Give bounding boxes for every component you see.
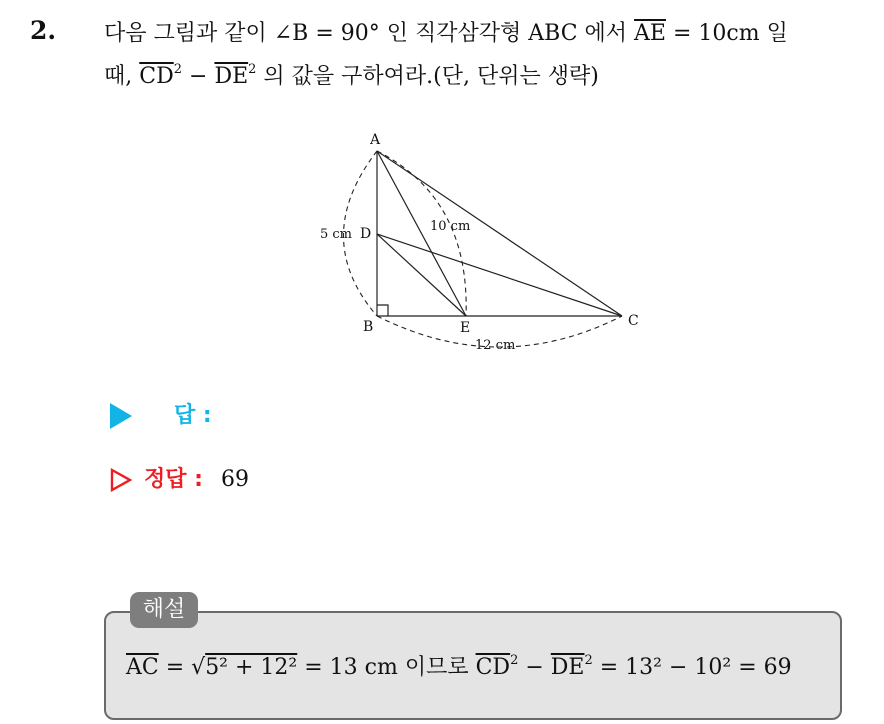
segment-ae: $\overline{AE}$	[634, 21, 666, 46]
right-angle-mark	[377, 305, 388, 316]
exponent: 2	[248, 62, 257, 77]
segment-ac: $\overline{AC}$	[126, 655, 159, 680]
question-line2-end: 의 값을 구하여라.(단, 단위는 생략)	[256, 64, 599, 89]
question-text	[104, 16, 864, 95]
answer-label: 답 :	[174, 403, 212, 428]
segment-cd: $\overline{CD}$	[475, 655, 511, 680]
play-arrow-icon	[110, 403, 132, 429]
explanation-text	[126, 650, 792, 681]
length-ae: 10 cm	[430, 219, 471, 234]
length-bc: 12 cm	[475, 338, 516, 353]
label-a: A	[370, 132, 381, 148]
explanation-middle: = 13 cm 이므로	[297, 655, 476, 680]
label-c: C	[628, 313, 639, 329]
minus-sign: −	[518, 655, 551, 680]
correct-answer-label: 정답 :	[144, 467, 203, 492]
exponent: 2	[510, 653, 519, 668]
segment-de: $\overline{DE}$	[214, 64, 249, 89]
question-line-1	[104, 16, 864, 52]
label-b: B	[363, 319, 374, 335]
segment-cd: $\overline{CD}$	[139, 64, 174, 89]
explanation-tab: 해설	[130, 592, 198, 628]
answer-row	[110, 398, 212, 429]
exponent: 2	[173, 62, 183, 77]
label-e: E	[460, 320, 471, 336]
segment-de: $\overline{DE}$	[550, 655, 585, 680]
label-d: D	[360, 226, 372, 242]
length-bd: 5 cm	[320, 227, 353, 242]
question-line1-end: = 10cm 일	[666, 21, 788, 46]
correct-answer-value: 69	[220, 467, 249, 492]
exponent: 2	[584, 653, 593, 668]
equals: =	[158, 655, 192, 680]
explanation-tail: = 13² − 10² = 69	[592, 655, 792, 680]
question-line1-start: 다음 그림과 같이 ∠B = 90° 인 직각삼각형 ABC 에서	[104, 21, 635, 46]
triangle-figure	[300, 128, 680, 358]
question-number: 2.	[30, 16, 57, 45]
segment-ac	[377, 151, 622, 316]
minus-sign: −	[182, 64, 215, 89]
correct-answer-row	[110, 462, 249, 493]
sqrt-body: 5² + 12²	[205, 655, 298, 680]
segment-de	[377, 234, 466, 316]
segment-dc	[377, 234, 622, 316]
outline-arrow-icon	[110, 468, 132, 492]
question-line-2	[104, 52, 864, 95]
question-line2-start: 때,	[104, 64, 140, 89]
sqrt-symbol: √	[191, 655, 206, 680]
